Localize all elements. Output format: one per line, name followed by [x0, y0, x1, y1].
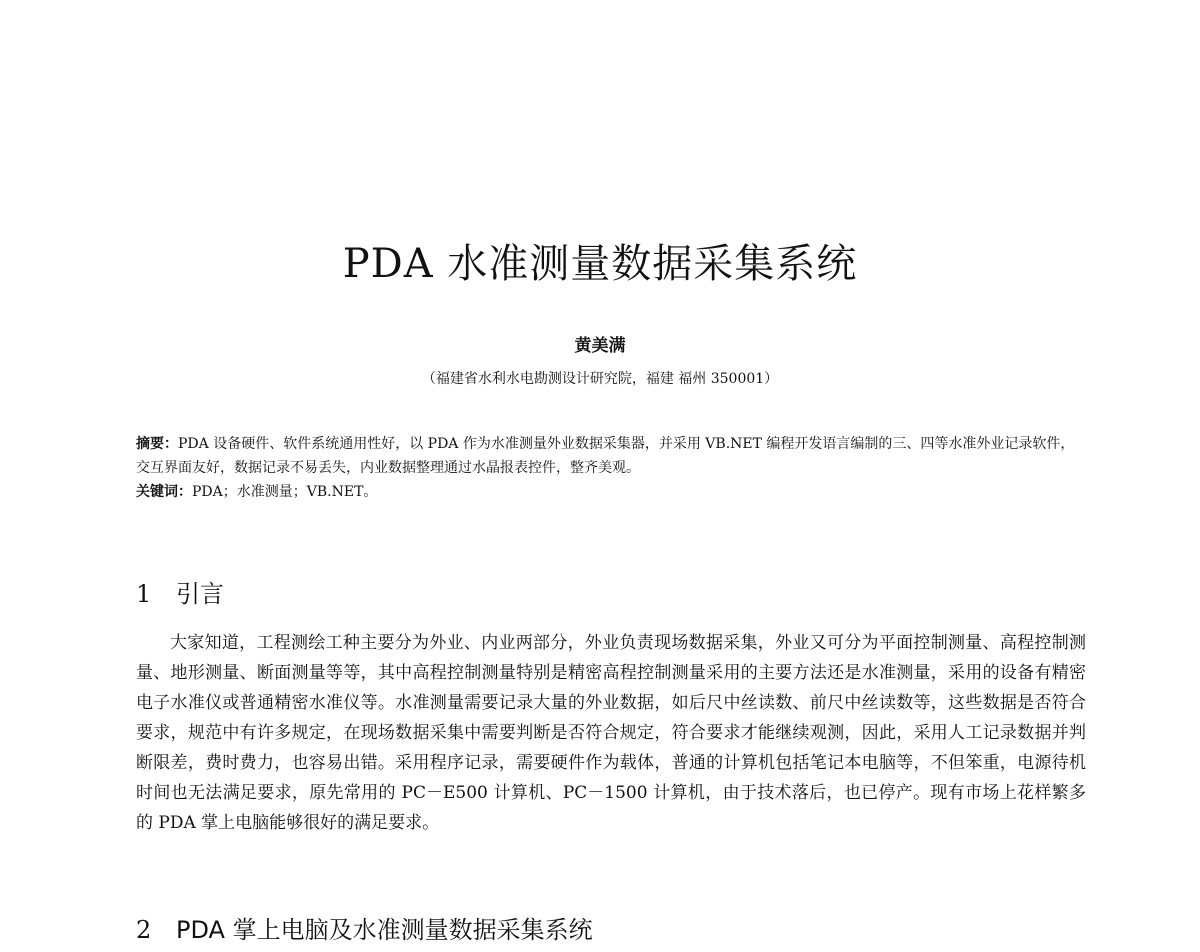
- keywords-paragraph: [136, 480, 1086, 504]
- author-name: 黄美满: [574, 336, 626, 356]
- section-title-1: 引言: [176, 580, 224, 608]
- section-title-2: PDA 掌上电脑及水准测量数据采集系统: [176, 916, 593, 944]
- abstract-paragraph: [136, 432, 1086, 480]
- paper-title: PDA 水准测量数据采集系统: [342, 241, 858, 287]
- abstract-block: [136, 432, 1086, 504]
- abstract-label: 摘要：: [136, 436, 178, 452]
- abstract-text: PDA 设备硬件、软件系统通用性好，以 PDA 作为水准测量外业数据采集器，并采用 VB.NET 编程开发语言编制的三、四等水准外业记录软件，交互界面友好，数据记录不易丢失，内业数据整理通过水晶报表控件，整齐美观。: [136, 436, 1075, 476]
- author-affiliation: （福建省水利水电勘测设计研究院，福建 福州 350001）: [421, 371, 779, 387]
- section-number-1: 1: [136, 580, 152, 608]
- section-heading-2: [136, 914, 593, 946]
- section-number-2: 2: [136, 916, 152, 944]
- section-1-body: 大家知道，工程测绘工种主要分为外业、内业两部分，外业负责现场数据采集，外业又可分为平面控制测量、高程控制测量、地形测量、断面测量等等，其中高程控制测量特别是精密高程控制测量采用的主要方法还是水准测量，采用的设备有精密电子水准仪或普通精密水准仪等。水准测量需要记录大量的外业数据，如后尺中丝读数、前尺中丝读数等，这些数据是否符合要求，规范中有许多规定，在现场数据采集中需要判断是否符合规定，符合要求才能继续观测，因此，采用人工记录数据并判断限差，费时费力，也容易出错。采用程序记录，需要硬件作为载体，普通的计算机包括笔记本电脑等，不但笨重，电源待机时间也无法满足要求，原先常用的 PC－E500 计算机、PC－1500 计算机，由于技术落后，也已停产。现有市场上花样繁多的 PDA 掌上电脑能够很好的满足要求。: [136, 633, 1086, 833]
- keywords-label: 关键词：: [136, 484, 192, 500]
- keywords-text: PDA；水准测量；VB.NET。: [192, 484, 378, 500]
- section-heading-1: [136, 578, 224, 610]
